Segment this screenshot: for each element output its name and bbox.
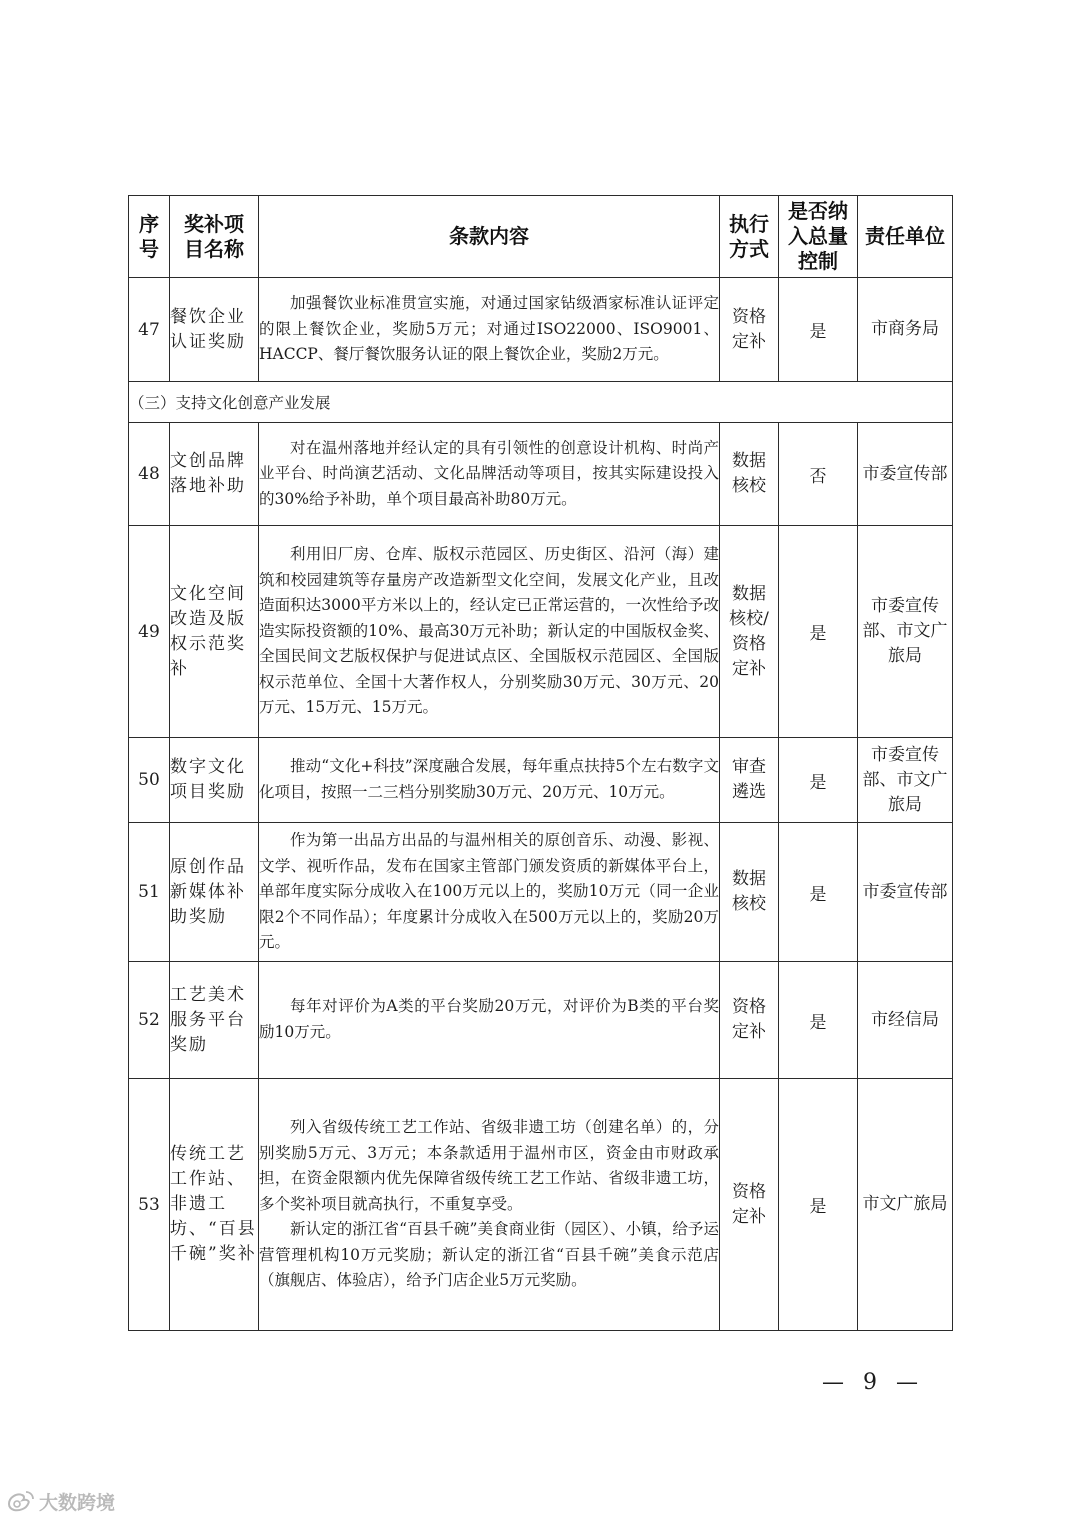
clause-paragraph: 加强餐饮业标准贯宣实施，对通过国家钻级酒家标准认证评定的限上餐饮企业，奖励5万元；对通过ISO22000、ISO9001、HACCP、餐厅餐饮服务认证的限上餐饮企业，奖励2万元。 xyxy=(259,294,719,364)
clause-paragraph: 对在温州落地并经认定的具有引领性的创意设计机构、时尚产业平台、时尚演艺活动、文化品牌活动等项目，按其实际建设投入的30%给予补助，单个项目最高补助80万元。 xyxy=(259,438,719,508)
header-seq: 序 号 xyxy=(129,196,170,278)
item-name: 原创作品新媒体补助奖励 xyxy=(170,823,259,962)
responsible-unit: 市文广旅局 xyxy=(858,1079,953,1331)
clause-content xyxy=(259,823,720,962)
row-number: 49 xyxy=(129,526,170,738)
total-control: 是 xyxy=(779,738,858,823)
section-row xyxy=(129,382,953,423)
clause-paragraph: 列入省级传统工艺工作站、省级非遗工坊（创建名单）的，分别奖励5万元、3万元；本条款适用于温州市区，资金由市财政承担，在资金限额内优先保障省级传统工艺工作站、省级非遗工坊，多个奖补项目就高执行，不重复享受。 xyxy=(259,1117,719,1213)
responsible-unit: 市委宣传部 xyxy=(858,423,953,526)
section-title: （三）支持文化创意产业发展 xyxy=(129,382,953,423)
row-number: 50 xyxy=(129,738,170,823)
table-row xyxy=(129,278,953,382)
total-control: 是 xyxy=(779,278,858,382)
item-name: 文化空间改造及版权示范奖补 xyxy=(170,526,259,738)
execution-method: 数据 核校 xyxy=(720,823,779,962)
responsible-unit: 市经信局 xyxy=(858,962,953,1079)
execution-method: 数据 核校/ 资格 定补 xyxy=(720,526,779,738)
table-row xyxy=(129,526,953,738)
row-number: 47 xyxy=(129,278,170,382)
total-control: 是 xyxy=(779,962,858,1079)
responsible-unit: 市商务局 xyxy=(858,278,953,382)
clause-content xyxy=(259,423,720,526)
header-method: 执行 方式 xyxy=(720,196,779,278)
header-row xyxy=(129,196,953,278)
table-row xyxy=(129,738,953,823)
weibo-logo-icon xyxy=(5,1489,35,1513)
watermark-text: 大数跨境 xyxy=(39,1491,116,1514)
item-name: 数字文化项目奖励 xyxy=(170,738,259,823)
header-name: 奖补项 目名称 xyxy=(170,196,259,278)
header-dept: 责任单位 xyxy=(858,196,953,278)
clause-content xyxy=(259,278,720,382)
row-number: 48 xyxy=(129,423,170,526)
total-control: 是 xyxy=(779,823,858,962)
clause-content xyxy=(259,1079,720,1331)
item-name: 文创品牌落地补助 xyxy=(170,423,259,526)
execution-method: 资格 定补 xyxy=(720,1079,779,1331)
table-row xyxy=(129,1079,953,1331)
execution-method: 审查 遴选 xyxy=(720,738,779,823)
item-name: 工艺美术服务平台奖励 xyxy=(170,962,259,1079)
table-row xyxy=(129,962,953,1079)
execution-method: 数据 核校 xyxy=(720,423,779,526)
item-name: 餐饮企业认证奖励 xyxy=(170,278,259,382)
page-number: — 9 — xyxy=(822,1370,924,1395)
execution-method: 资格 定补 xyxy=(720,278,779,382)
row-number: 52 xyxy=(129,962,170,1079)
row-number: 53 xyxy=(129,1079,170,1331)
table-row xyxy=(129,823,953,962)
total-control: 是 xyxy=(779,1079,858,1331)
clause-content xyxy=(259,526,720,738)
table-row xyxy=(129,423,953,526)
clause-paragraph: 每年对评价为A类的平台奖励20万元，对评价为B类的平台奖励10万元。 xyxy=(259,997,719,1041)
header-included: 是否纳 入总量 控制 xyxy=(779,196,858,278)
clause-paragraph: 新认定的浙江省“百县千碗”美食商业街（园区）、小镇，给予运营管理机构10万元奖励；新认定的浙江省“百县千碗”美食示范店（旗舰店、体验店），给予门店企业5万元奖励。 xyxy=(259,1220,719,1290)
clause-paragraph: 利用旧厂房、仓库、版权示范园区、历史街区、沿河（海）建筑和校园建筑等存量房产改造新型文化空间，发展文化产业，且改造面积达3000平方米以上的，经认定已正常运营的，一次性给予改造实际投资额的10%、最高30万元补助；新认定的中国版权金奖、全国民间文艺版权保护与促进试点区、全国版权示范园区、全国版权示范单位、全国十大著作权人，分别奖励30万元、30万元、20万元、15万元、15万元。 xyxy=(259,544,719,717)
total-control: 否 xyxy=(779,423,858,526)
clause-paragraph: 作为第一出品方出品的与温州相关的原创音乐、动漫、影视、文学、视听作品，发布在国家主管部门颁发资质的新媒体平台上，单部年度实际分成收入在100万元以上的，奖励10万元（同一企业限2个不同作品）；年度累计分成收入在500万元以上的，奖励20万元。 xyxy=(259,831,719,952)
clause-content xyxy=(259,738,720,823)
total-control: 是 xyxy=(779,526,858,738)
row-number: 51 xyxy=(129,823,170,962)
policy-table xyxy=(128,195,953,1331)
clause-paragraph: 推动“文化+科技”深度融合发展，每年重点扶持5个左右数字文化项目，按照一二三档分别奖励30万元、20万元、10万元。 xyxy=(259,757,719,801)
item-name: 传统工艺工作站、非遗工坊、“百县千碗”奖补 xyxy=(170,1079,259,1331)
responsible-unit: 市委宣传部 xyxy=(858,823,953,962)
execution-method: 资格 定补 xyxy=(720,962,779,1079)
responsible-unit: 市委宣传 部、市文广 旅局 xyxy=(858,526,953,738)
watermark xyxy=(5,1486,115,1516)
clause-content xyxy=(259,962,720,1079)
header-content: 条款内容 xyxy=(259,196,720,278)
responsible-unit: 市委宣传 部、市文广 旅局 xyxy=(858,738,953,823)
